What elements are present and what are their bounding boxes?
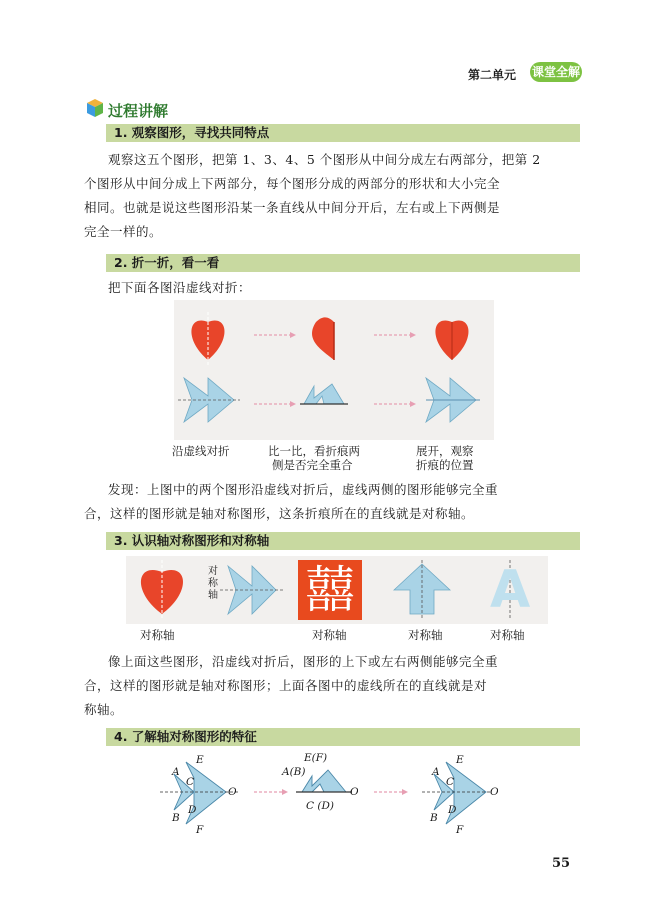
label-c-right: C (446, 776, 455, 788)
caption-axis-4: 对称轴 (490, 628, 525, 642)
caption-unfold-2: 折痕的位置 (416, 458, 474, 472)
letter-a-icon: A (490, 560, 531, 620)
folded-arrow (304, 384, 344, 404)
heading-3: 3. 认识轴对称图形和对称轴 (114, 533, 270, 548)
unit-badge: 课堂全解 (530, 62, 582, 82)
fold-illustration (174, 300, 494, 440)
label-f-left: F (196, 824, 204, 836)
heading-2: 2. 折一折，看一看 (114, 255, 220, 270)
label-a-right: A (432, 766, 440, 778)
label-cd-middle: C (D) (306, 800, 334, 812)
label-d-right: D (448, 804, 457, 816)
caption-compare-2: 侧是否完全重合 (272, 458, 353, 472)
heart-half (312, 317, 334, 360)
label-o-middle: O (350, 786, 359, 798)
heading-1-bar (106, 124, 580, 142)
paragraph-3-line-1: 像上面这些图形，沿虚线对折后，图形的上下或左右两侧能够完全重 (108, 654, 499, 669)
label-e-left: E (196, 754, 204, 766)
caption-axis-1: 对称轴 (140, 628, 175, 642)
label-b-right: B (430, 812, 438, 824)
label-a-left: A (172, 766, 180, 778)
label-e-right: E (456, 754, 464, 766)
heading-3-bar (106, 532, 580, 550)
caption-axis-2: 对称轴 (312, 628, 347, 642)
label-o-right: O (490, 786, 499, 798)
heading-2-bar (106, 254, 580, 272)
caption-axis-3: 对称轴 (408, 628, 443, 642)
label-ab-middle: A(B) (282, 766, 306, 778)
section-title: 过程讲解 (108, 102, 169, 120)
paragraph-1-line-2: 个图形从中间分成上下两部分，每个图形分成的两部分的形状和大小完全 (84, 176, 501, 191)
label-d-left: D (188, 804, 197, 816)
page-number: 55 (552, 856, 571, 871)
label-f-right: F (456, 824, 464, 836)
finding-line-2: 合，这样的图形就是轴对称图形，这条折痕所在的直线就是对称轴。 (84, 506, 475, 521)
fold-intro: 把下面各图沿虚线对折： (108, 280, 252, 295)
axis-label-vertical: 对称轴 (208, 566, 218, 601)
feature-diagram (160, 752, 500, 840)
label-ef-middle: E(F) (304, 752, 328, 764)
caption-fold: 沿虚线对折 (172, 444, 230, 458)
caption-unfold-1: 展开，观察 (416, 444, 474, 458)
paragraph-3-line-3: 称轴。 (84, 702, 124, 717)
label-c-left: C (186, 776, 195, 788)
heading-4: 4. 了解轴对称图形的特征 (114, 729, 257, 744)
label-o-left: O (228, 786, 237, 798)
heading-4-bar (106, 728, 580, 746)
caption-compare-1: 比一比，看折痕两 (268, 444, 360, 458)
heading-1: 1. 观察图形，寻找共同特点 (114, 125, 270, 140)
paragraph-1-line-3: 相同。也就是说这些图形沿某一条直线从中间分开后，左右或上下两侧是 (84, 200, 501, 215)
finding-line-1: 发现：上图中的两个图形沿虚线对折后，虚线两侧的图形能够完全重 (108, 482, 499, 497)
unit-label: 第二单元 (468, 68, 517, 82)
paragraph-1-line-1: 观察这五个图形，把第 1、3、4、5 个图形从中间分成左右两部分，把第 2 (108, 152, 541, 167)
cube-icon (86, 98, 104, 122)
paragraph-1-line-4: 完全一样的。 (84, 224, 163, 239)
label-b-left: B (172, 812, 180, 824)
paragraph-3-line-2: 合，这样的图形就是轴对称图形；上面各图中的虚线所在的直线就是对 (84, 678, 488, 693)
double-happiness-icon: 囍 (298, 560, 362, 620)
